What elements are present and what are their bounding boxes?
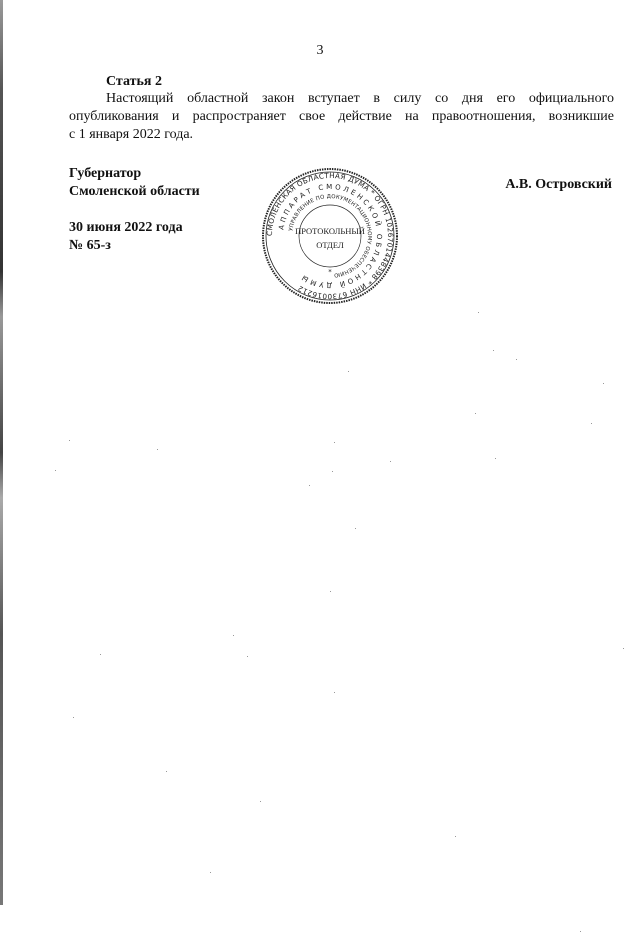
seal-inner-text: УПРАВЛЕНИЕ ПО ДОКУМЕНТАЦИОННОМУ ОБЕСПЕЧЕНИЮ xyxy=(288,193,373,278)
article-body xyxy=(69,90,614,144)
signatory-position: Губернатор xyxy=(69,166,142,181)
article-line: опубликования и распространяет свое действие на правоотношения, возникшие xyxy=(69,109,614,124)
scan-edge xyxy=(0,0,3,905)
signing-date: 30 июня 2022 года xyxy=(69,220,183,235)
signature-block xyxy=(69,165,200,255)
seal-outer-text: СМОЛЕНСКАЯ ОБЛАСТНАЯ ДУМА * ОГРН 1026701448398 * ИНН 6730016212 xyxy=(264,170,396,302)
seal-center-line2: ОТДЕЛ xyxy=(316,240,344,250)
signatory-name: А.В. Островский xyxy=(505,177,612,192)
law-number: № 65-з xyxy=(69,238,111,253)
svg-text:*: * xyxy=(328,268,332,276)
signatory-region: Смоленской области xyxy=(69,184,200,199)
article-line: Настоящий областной закон вступает в силу со дня его официального xyxy=(106,91,614,106)
official-seal-icon xyxy=(260,166,400,306)
seal-center-line1: ПРОТОКОЛЬНЫЙ xyxy=(295,226,365,236)
seal-middle-text: АППАРАТ СМОЛЕНСКОЙ ОБЛАСТНОЙ ДУМЫ xyxy=(277,182,384,290)
article-heading: Статья 2 xyxy=(106,74,162,89)
article-line: с 1 января 2022 года. xyxy=(69,127,194,142)
page-number: 3 xyxy=(316,43,324,58)
